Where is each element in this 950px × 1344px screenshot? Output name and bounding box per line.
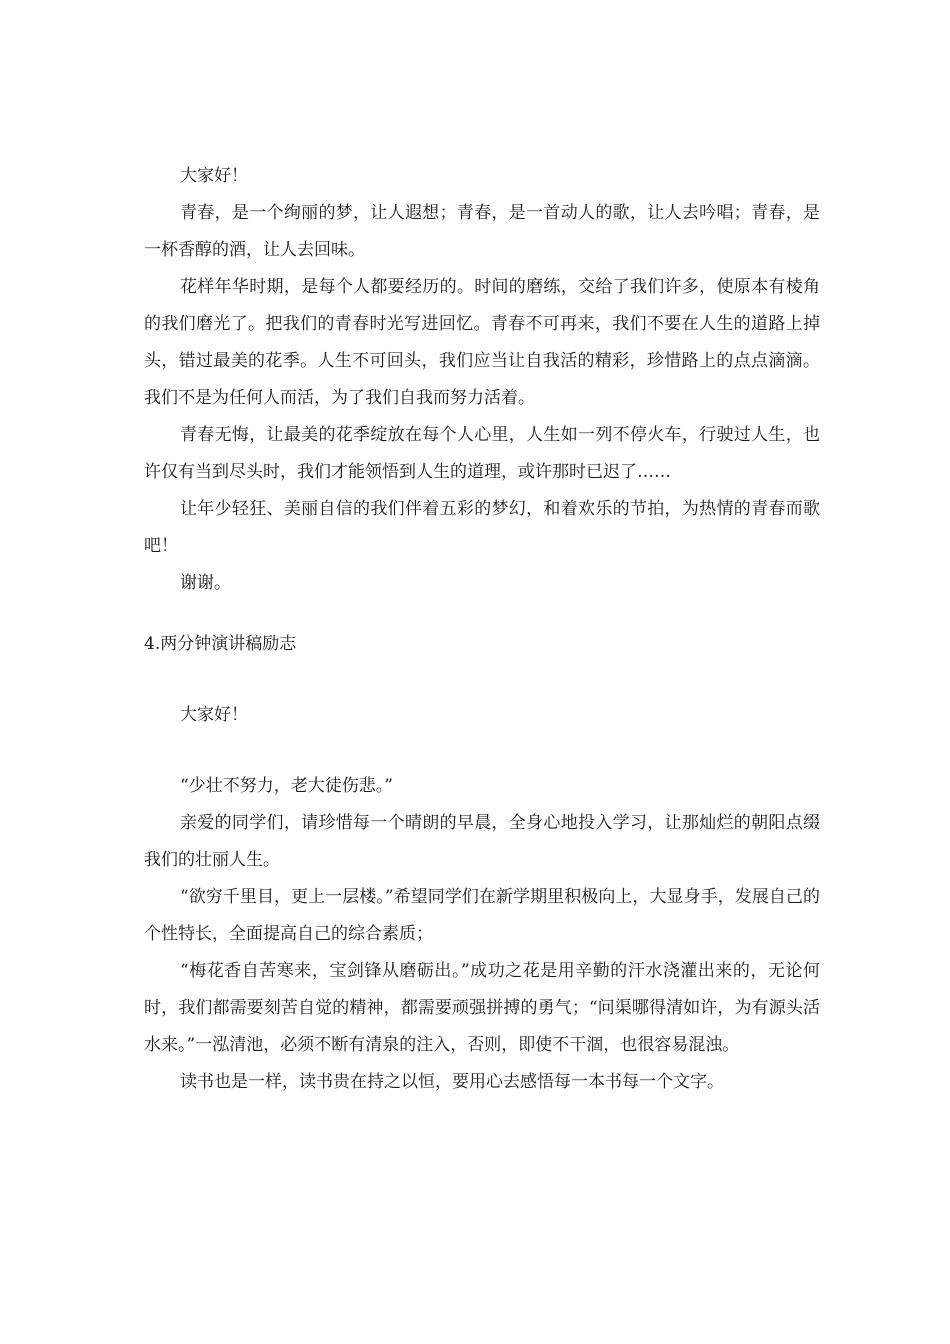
- spacer: [144, 734, 820, 768]
- paragraph: 亲爱的同学们，请珍惜每一个晴朗的早晨，全身心地投入学习，让那灿烂的朝阳点缀我们的壮丽人生。: [144, 813, 820, 870]
- section-title: 4.两分钟演讲稿励志: [144, 634, 297, 654]
- spacer: [144, 663, 820, 697]
- greeting: 大家好！: [180, 166, 248, 186]
- spacer: [144, 602, 820, 626]
- greeting: 大家好！: [180, 705, 248, 725]
- paragraph: 读书也是一样，读书贵在持之以恒，要用心去感悟每一本书每一个文字。: [180, 1072, 724, 1092]
- paragraph: 青春无悔，让最美的花季绽放在每个人心里，人生如一列不停火车，行驶过人生，也许仅有当到尽头时，我们才能领悟到人生的道理，或许那时已迟了……: [144, 425, 820, 482]
- closing-thanks: 谢谢。: [180, 573, 231, 593]
- paragraph: 花样年华时期，是每个人都要经历的。时间的磨练，交给了我们许多，使原本有棱角的我们磨光了。把我们的青春时光写进回忆。青春不可再来，我们不要在人生的道路上掉头，错过最美的花季。人生不可回头，我们应当让自我活的精彩，珍惜路上的点点滴滴。我们不是为任何人而活，为了我们自我而努力活着。: [144, 277, 820, 408]
- paragraph: “少壮不努力，老大徒伤悲。”: [180, 776, 393, 796]
- paragraph: “欲穷千里目，更上一层楼。”希望同学们在新学期里积极向上，大显身手，发展自己的个性特长，全面提高自己的综合素质；: [144, 887, 820, 944]
- paragraph: 让年少轻狂、美丽自信的我们伴着五彩的梦幻，和着欢乐的节拍，为热情的青春而歌吧！: [144, 499, 820, 556]
- document-body: [144, 158, 820, 1101]
- paragraph: 青春，是一个绚丽的梦，让人遐想；青春，是一首动人的歌，让人去吟唱；青春，是一杯香醇的酒，让人去回味。: [144, 203, 820, 260]
- paragraph: “梅花香自苦寒来，宝剑锋从磨砺出。”成功之花是用辛勤的汗水浇灌出来的，无论何时，我们都需要刻苦自觉的精神，都需要顽强拼搏的勇气；“问渠哪得清如许，为有源头活水来。”一泓清池，必须不断有清泉的注入，否则，即使不干涸，也很容易混浊。: [144, 961, 820, 1055]
